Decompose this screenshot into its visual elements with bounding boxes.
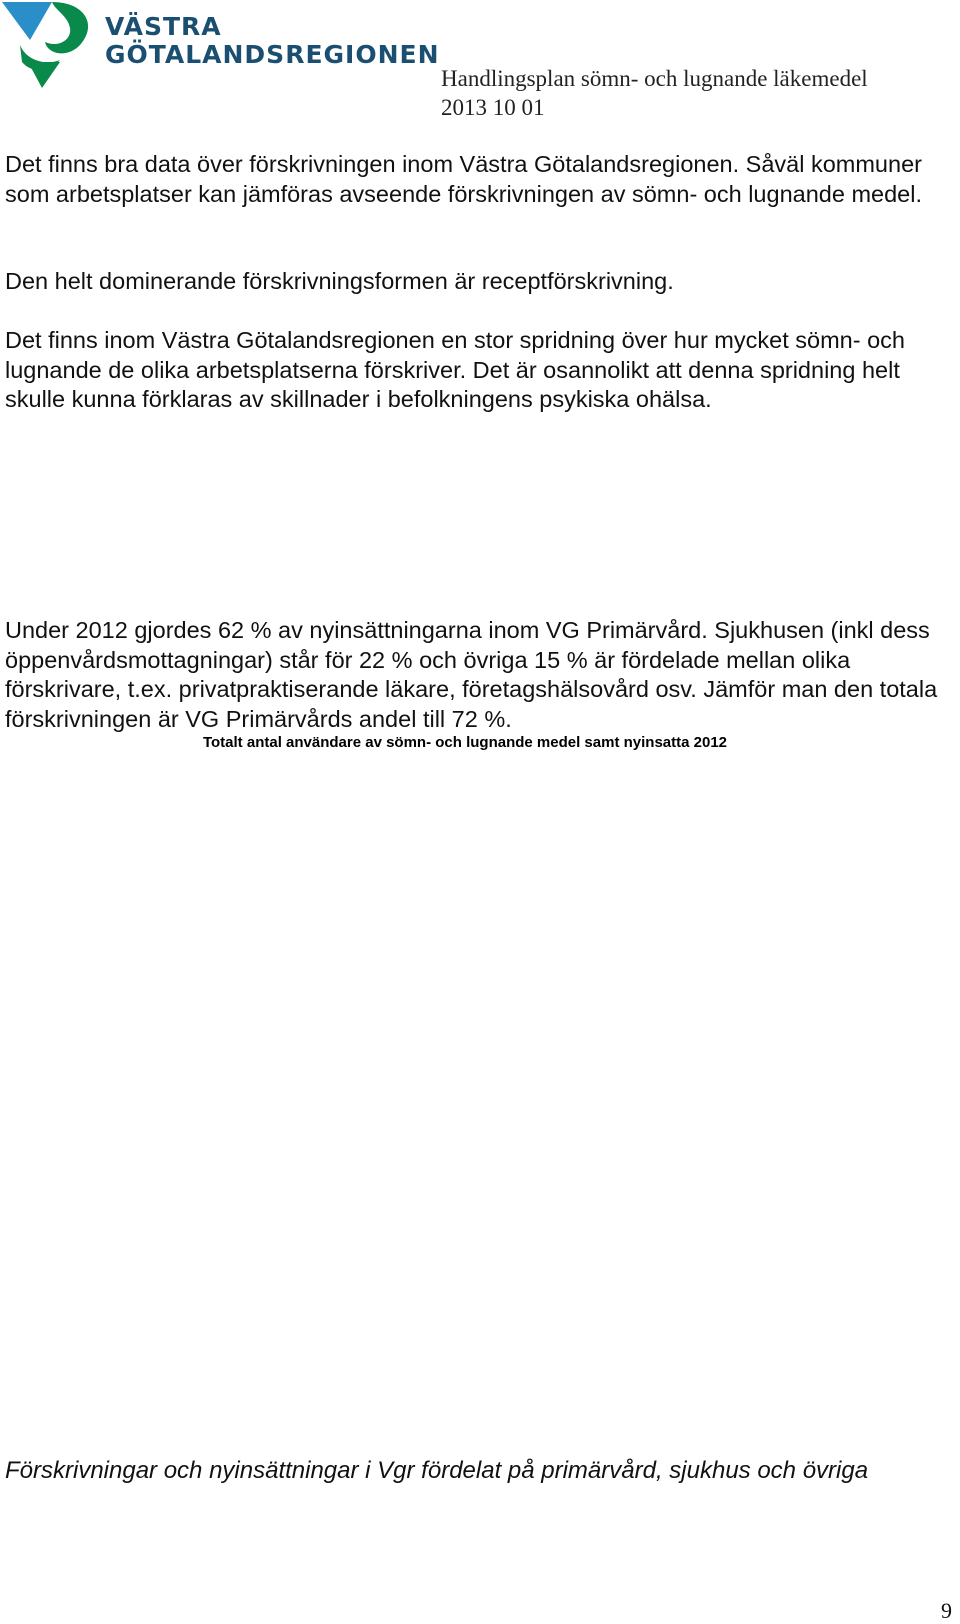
logo-line-1: VÄSTRA [105,12,222,41]
paragraph-prescription-form: Den helt dominerande förskrivningsformen är receptförskrivning. [5,268,674,294]
paragraph-data-overview: Det finns bra data över förskrivningen inom Västra Götalandsregionen. Såväl kommuner som arbetsplatser kan jämföras avseende förskrivningen av sömn- och lugnande medel. [5,151,922,207]
bar-chart [0,734,960,1392]
logo-line-2: GÖTALANDSREGIONEN [105,40,440,69]
figure-caption: Förskrivningar och nyinsättningar i Vgr fördelat på primärvård, sjukhus och övriga [5,1457,869,1484]
vgr-logo [0,0,440,95]
document-date: 2013 10 01 [441,95,545,120]
paragraph-spread: Det finns inom Västra Götalandsregionen en stor spridning över hur mycket sömn- och lugnande de olika arbetsplatserna förskriver. Det är osannolikt att denna spridning helt skulle kunna förklaras av skillnader i befolkningens psykiska ohälsa. [5,327,905,412]
document-title: Handlingsplan sömn- och lugnande läkemedel [441,66,868,91]
paragraph-statistics-2012: Under 2012 gjordes 62 % av nyinsättningarna inom VG Primärvård. Sjukhusen (inkl dess öppenvårdsmottagningar) står för 22 % och övriga 15 % är fördelade mellan olika förskrivare, t.ex. privatpraktiserande läkare, företagshälsovård osv. Jämför man den totala förskrivningen är VG Primärvårds andel till 72 %. [5,617,938,732]
vgr-logo-mark-icon [0,0,105,95]
chart-title: Totalt antal användare av sömn- och lugnande medel samt nyinsatta 2012 [202,734,728,751]
page-number: 9 [941,1598,952,1623]
